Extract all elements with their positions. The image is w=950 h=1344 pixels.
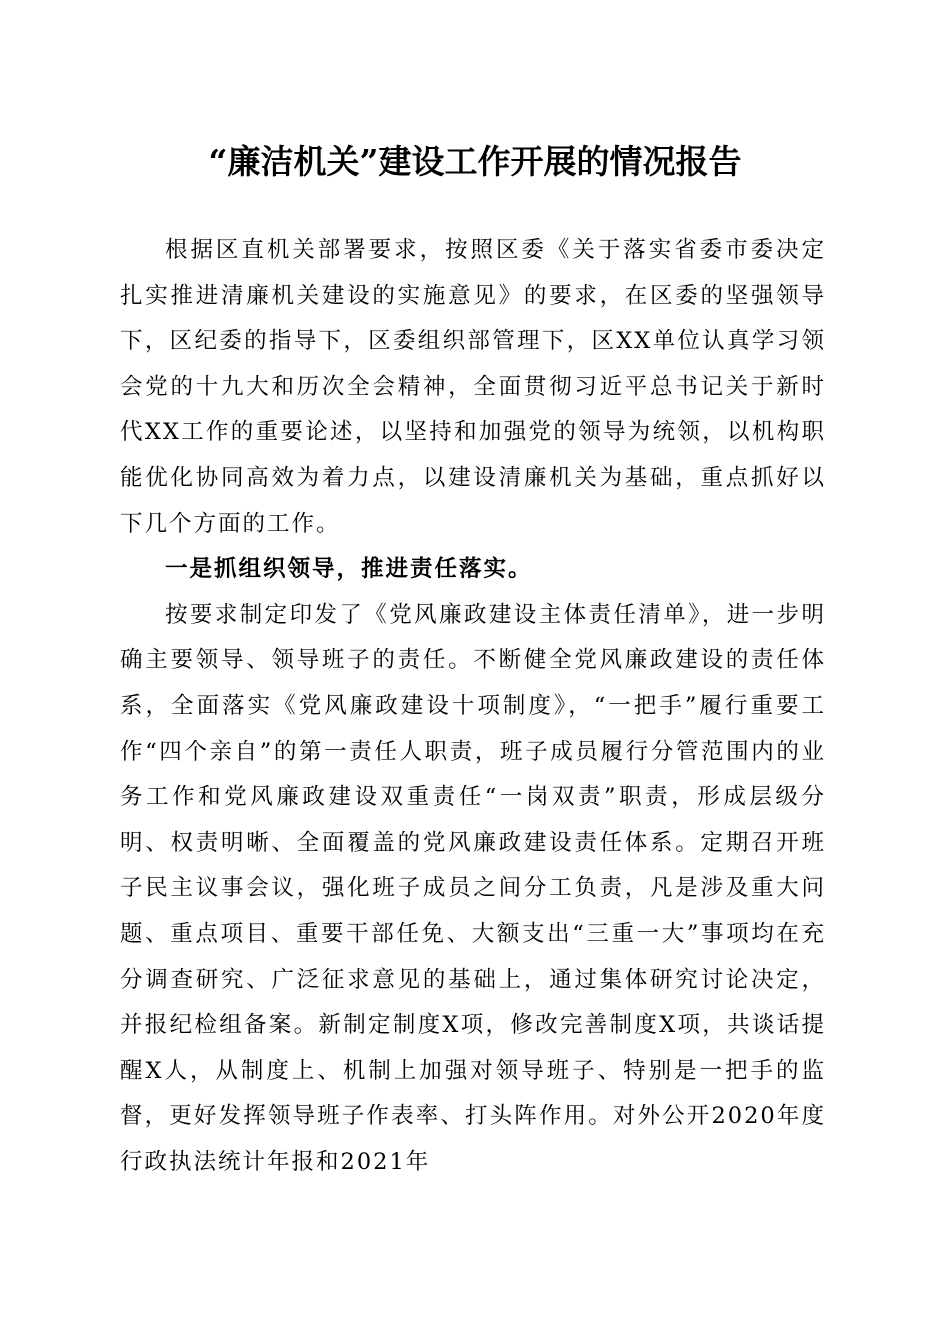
- section-heading-1: 一是抓组织领导，推进责任落实。: [165, 556, 533, 583]
- section-paragraph-1: 按要求制定印发了《党风廉政建设主体责任清单》，进一步明确主要领导、领导班子的责任。不断健全党风廉政建设的责任体系，全面落实《党风廉政建设十项制度》，“一把手”履行重要工作“四个亲自”的第一责任人职责，班子成员履行分管范围内的业务工作和党风廉政建设双重责任“一岗双责”职责，形成层级分明、权责明晰、全面覆盖的党风廉政建设责任体系。定期召开班子民主议事会议，强化班子成员之间分工负责，凡是涉及重大问题、重点项目、重要干部任免、大额支出“三重一大”事项均在充分调查研究、广泛征求意见的基础上，通过集体研究讨论决定，并报纪检组备案。新制定制度X项，修改完善制度X项，共谈话提醒X人，从制度上、机制上加强对领导班子、特别是一把手的监督，更好发挥领导班子作表率、打头阵作用。对外公开2020年度行政执法统计年报和2021年: [120, 601, 826, 1175]
- document-title: “廉洁机关”建设工作开展的情况报告: [208, 142, 742, 181]
- document-body: [120, 228, 826, 1185]
- intro-paragraph: 根据区直机关部署要求，按照区委《关于落实省委市委决定扎实推进清廉机关建设的实施意见》的要求，在区委的坚强领导下，区纪委的指导下，区委组织部管理下，区XX单位认真学习领会党的十九大和历次全会精神，全面贯彻习近平总书记关于新时代XX工作的重要论述，以坚持和加强党的领导为统领，以机构职能优化协同高效为着力点，以建设清廉机关为基础，重点抓好以下几个方面的工作。: [120, 237, 826, 537]
